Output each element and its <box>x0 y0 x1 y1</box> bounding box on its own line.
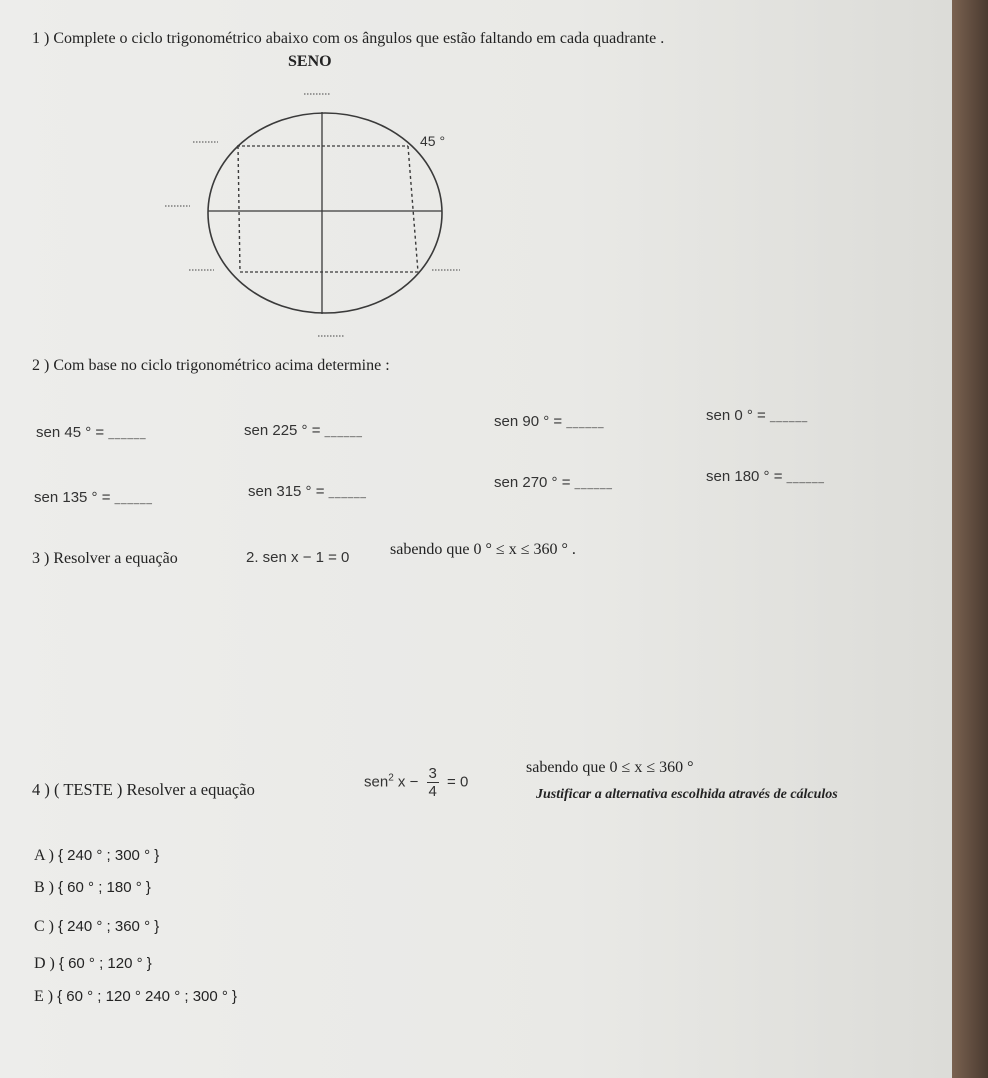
option-c-value: { 240 ° ; 360 ° } <box>58 918 160 935</box>
sen0-expr: sen 0 ° = <box>706 407 766 424</box>
question-4-equation <box>364 765 468 800</box>
option-c <box>34 918 159 936</box>
option-d-value: { 60 ° ; 120 ° } <box>58 955 152 972</box>
eq-exponent: 2 <box>388 772 394 784</box>
option-a <box>34 847 159 865</box>
option-a-value: { 240 ° ; 300 ° } <box>58 847 160 864</box>
option-d-letter: D ) <box>34 955 55 972</box>
option-c-letter: C ) <box>34 918 54 935</box>
option-e <box>34 988 237 1006</box>
sen180-expr: sen 180 ° = <box>706 468 783 485</box>
eq-sen: sen <box>364 773 389 791</box>
trig-circle-diagram <box>0 0 988 360</box>
eq-denominator: 4 <box>428 783 437 800</box>
sen315-expr: sen 315 ° = <box>248 483 325 500</box>
sen225-item <box>244 422 361 439</box>
sen180-blank: _ _ _ _ _ _ <box>786 473 823 484</box>
eq-rhs: = 0 <box>447 773 469 791</box>
sen45-blank: _ _ _ _ _ _ <box>108 429 145 440</box>
question-2-text: 2 ) Com base no ciclo trigonométrico acima determine : <box>32 357 390 374</box>
question-4-justify: Justificar a alternativa escolhida através de cálculos <box>536 787 838 802</box>
sen225-blank: _ _ _ _ _ _ <box>324 427 361 438</box>
sen0-blank: _ _ _ _ _ _ <box>769 412 807 423</box>
question-3-condition: sabendo que 0 ° ≤ x ≤ 360 ° . <box>390 541 576 558</box>
sen90-blank: _ _ _ _ _ _ <box>566 418 603 429</box>
sen45-item <box>36 424 145 441</box>
question-4-condition: sabendo que 0 ≤ x ≤ 360 ° <box>526 759 694 776</box>
option-a-letter: A ) <box>34 847 54 864</box>
sen315-item <box>248 483 365 500</box>
sen270-item <box>494 474 611 491</box>
option-b <box>34 879 151 897</box>
sen135-item <box>34 489 151 506</box>
right-vertical-projection <box>408 146 418 272</box>
question-3-equation: 2. sen x − 1 = 0 <box>246 549 350 566</box>
question-1-text: 1 ) Complete o ciclo trigonométrico abaixo com os ângulos que estão faltando em cada quadrante . <box>32 30 665 47</box>
sen180-item <box>706 468 823 485</box>
left-vertical-projection <box>238 146 240 272</box>
sen135-expr: sen 135 ° = <box>34 489 111 506</box>
sen315-blank: _ _ _ _ _ _ <box>328 488 365 499</box>
sen225-expr: sen 225 ° = <box>244 422 321 439</box>
option-e-letter: E ) <box>34 988 54 1005</box>
option-d <box>34 955 152 973</box>
eq-fraction <box>427 765 439 800</box>
eq-x-minus: x − <box>397 773 419 791</box>
eq-numerator: 3 <box>428 765 437 782</box>
sen0-item <box>706 407 806 424</box>
question-3-label: 3 ) Resolver a equação <box>32 550 178 567</box>
question-4-label: 4 ) ( TESTE ) Resolver a equação <box>32 780 255 799</box>
sen270-blank: _ _ _ _ _ _ <box>574 479 611 490</box>
sen135-blank: _ _ _ _ _ _ <box>114 494 151 505</box>
sine-axis-label: SENO <box>288 53 332 70</box>
sen90-item <box>494 413 603 430</box>
option-b-value: { 60 ° ; 180 ° } <box>58 879 151 896</box>
sen45-expr: sen 45 ° = <box>36 424 105 441</box>
option-b-letter: B ) <box>34 879 54 896</box>
unit-circle <box>208 113 442 313</box>
sen90-expr: sen 90 ° = <box>494 413 563 430</box>
sen270-expr: sen 270 ° = <box>494 474 571 491</box>
angle-45-label: 45 ° <box>420 133 446 149</box>
option-e-value: { 60 ° ; 120 ° 240 ° ; 300 ° } <box>57 988 238 1005</box>
